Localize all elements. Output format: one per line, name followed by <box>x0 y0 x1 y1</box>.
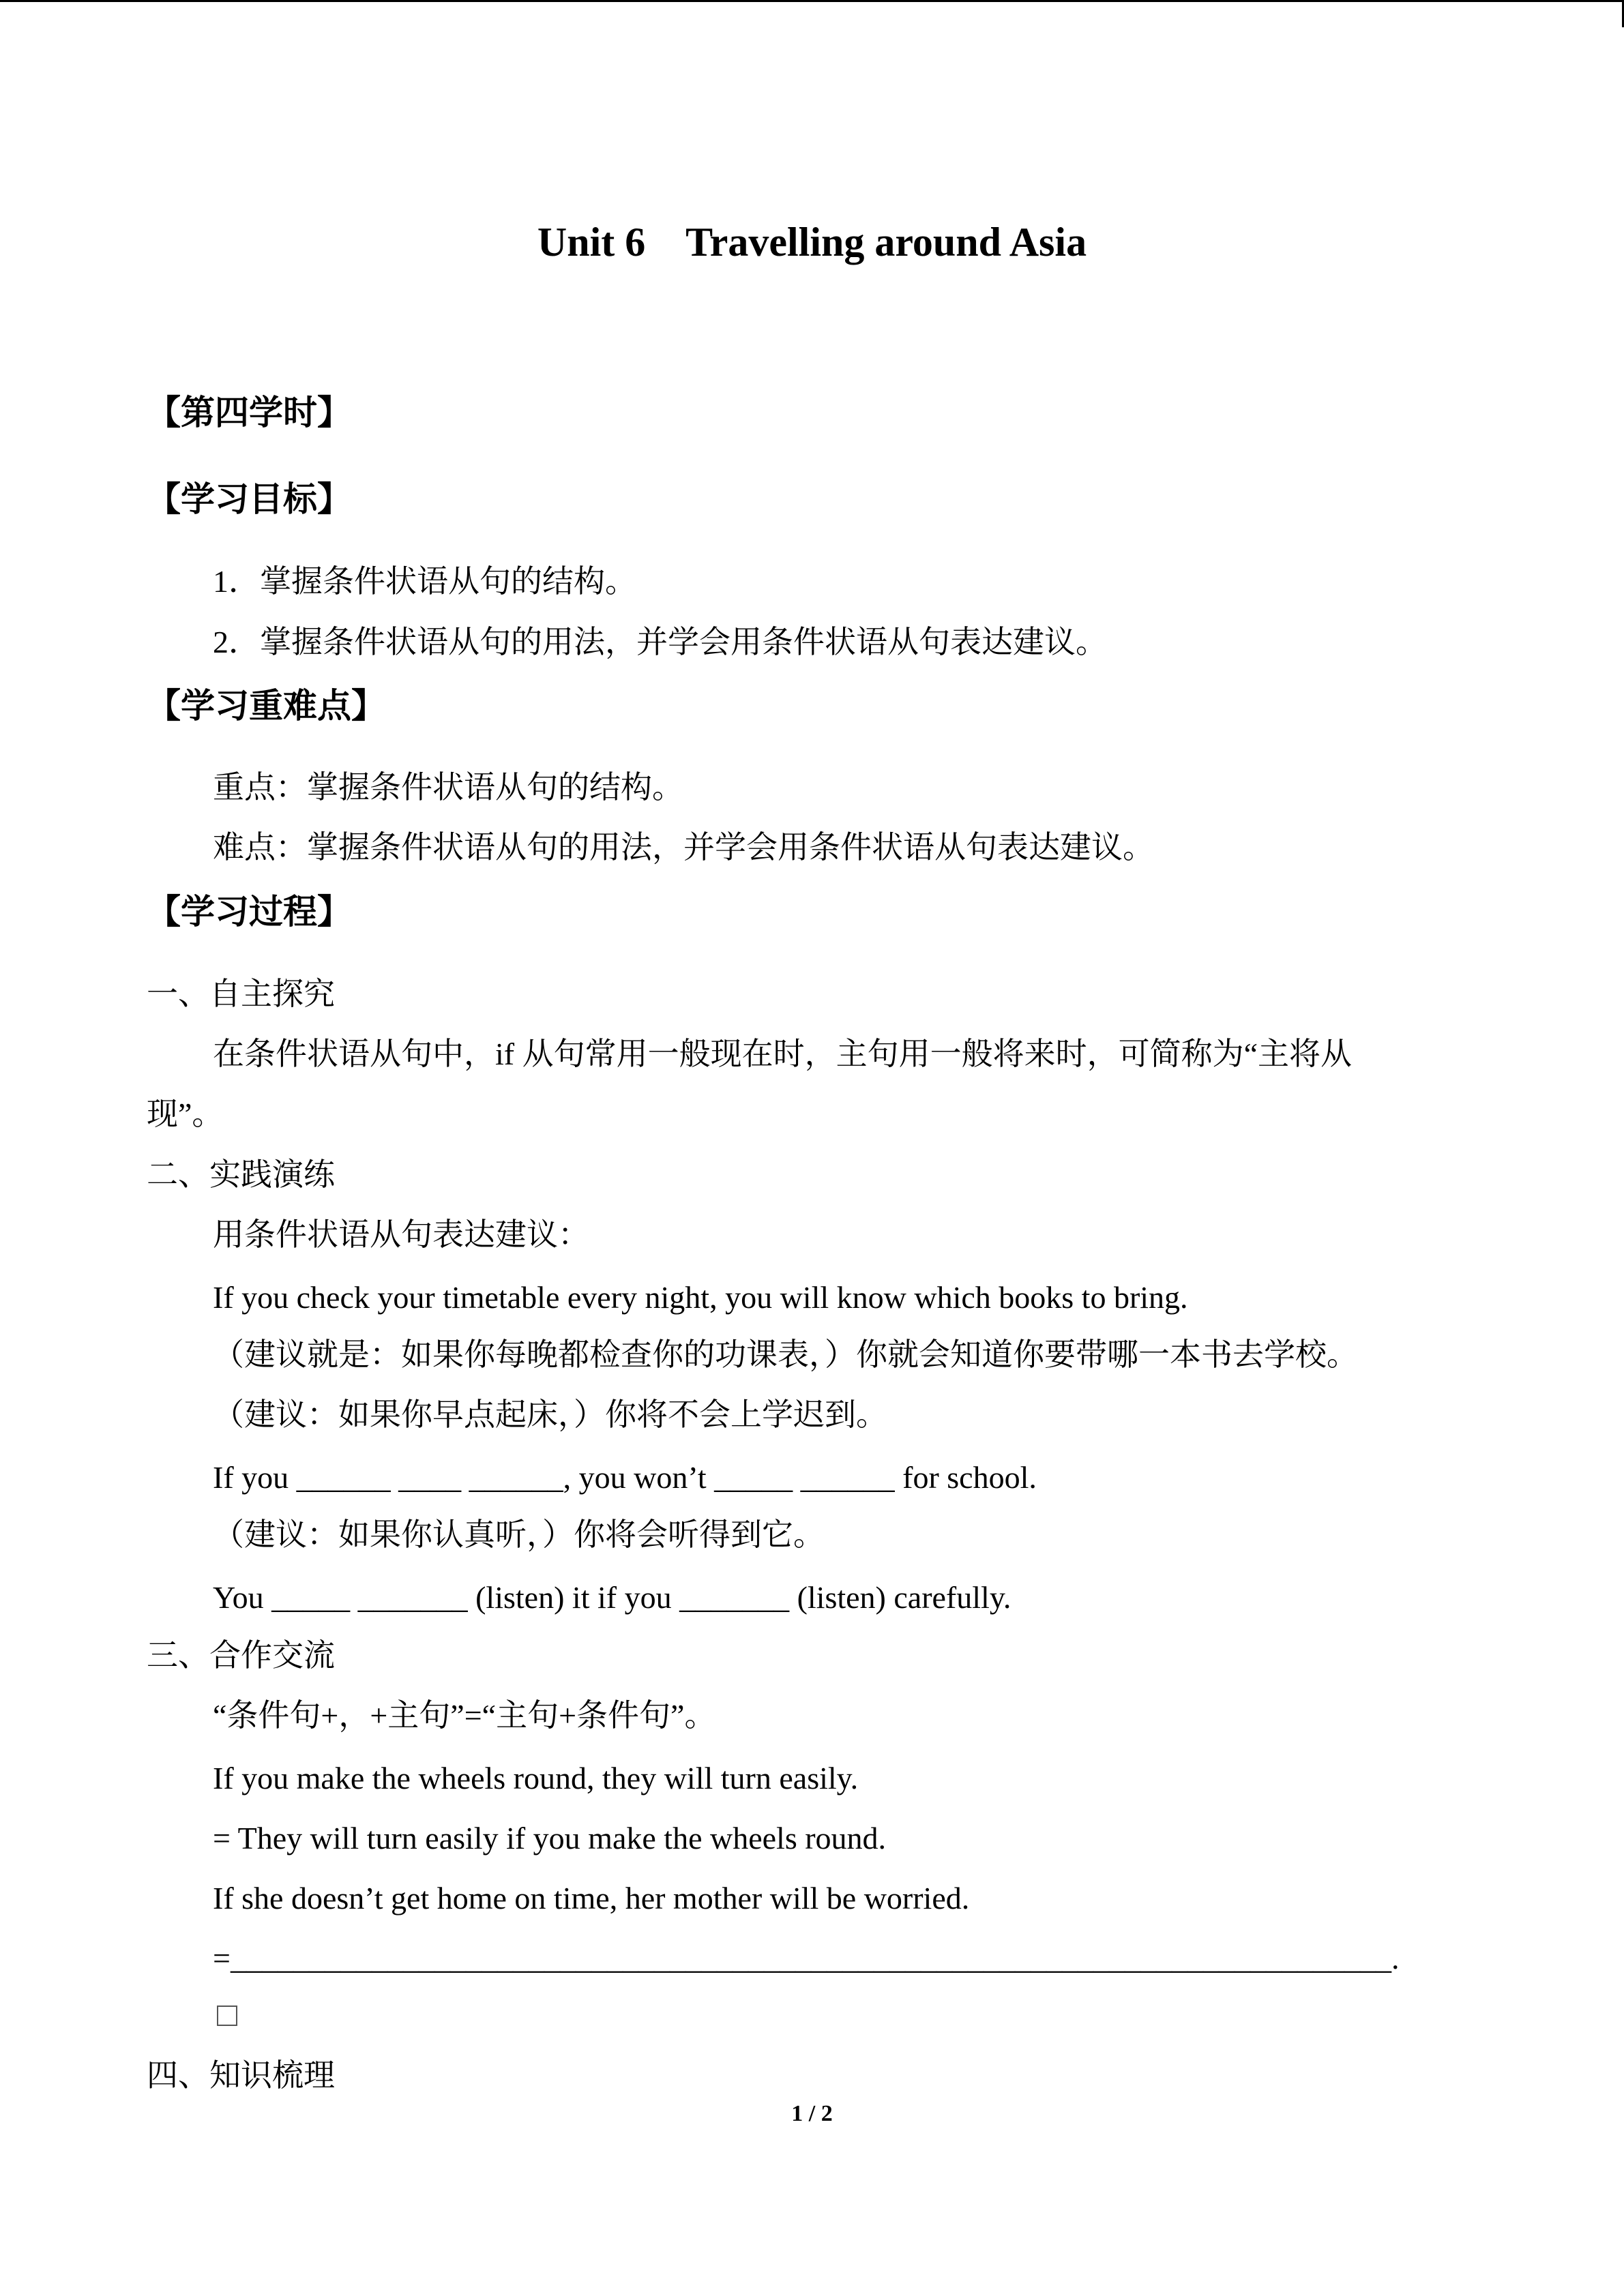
section3-example1: If you make the wheels round, they will turn easily. <box>213 1761 859 1795</box>
objective-1: 1．掌握条件状语从句的结构。 <box>213 564 636 599</box>
section2-item2-en: You _____ _______ (listen) it if you _______ (listen) carefully. <box>213 1580 1012 1615</box>
placeholder-box <box>217 2006 237 2026</box>
section3-rule: “条件句+，+主句”=“主句+条件句”。 <box>213 1698 716 1733</box>
section2-example-cn: （建议就是：如果你每晚都检查你的功课表，）你就会知道你要带哪一本书去学校。 <box>213 1337 1358 1372</box>
heading-key-points: 【学习重难点】 <box>147 686 385 726</box>
section1-text: 在条件状语从句中，if 从句常用一般现在时，主句用一般将来时，可简称为“主将从 <box>213 1037 1353 1071</box>
section4-title: 四、知识梳理 <box>147 2058 335 2093</box>
objective-2: 2．掌握条件状语从句的用法，并学会用条件状语从句表达建议。 <box>213 625 1107 659</box>
heading-objectives: 【学习目标】 <box>147 479 351 519</box>
key-point-difficulty: 难点：掌握条件状语从句的用法，并学会用条件状语从句表达建议。 <box>213 830 1154 865</box>
key-point-focus: 重点：掌握条件状语从句的结构。 <box>213 770 683 805</box>
section1-title: 一、自主探究 <box>147 976 335 1011</box>
section3-example1-rewrite: = They will turn easily if you make the wheels round. <box>213 1821 887 1855</box>
section2-example-en: If you check your timetable every night, you will know which books to bring. <box>213 1280 1188 1315</box>
section2-item1-cn: （建议：如果你早点起床，）你将不会上学迟到。 <box>213 1397 887 1432</box>
section2-item2-cn: （建议：如果你认真听，）你将会听得到它。 <box>213 1517 825 1552</box>
page-top-border <box>0 0 1624 2</box>
heading-process: 【学习过程】 <box>147 892 351 931</box>
page-number: 1 / 2 <box>791 2101 833 2126</box>
section3-title: 三、合作交流 <box>147 1638 335 1673</box>
section3-example2-blank: =__________________________________________________________________________. <box>213 1941 1400 1976</box>
section1-text-cont: 现”。 <box>147 1097 224 1131</box>
heading-period: 【第四学时】 <box>147 393 351 432</box>
section2-intro: 用条件状语从句表达建议： <box>213 1217 589 1252</box>
section3-example2: If she doesn’t get home on time, her mother will be worried. <box>213 1881 970 1915</box>
section2-item1-en: If you ______ ____ ______, you won’t _____ ______ for school. <box>213 1460 1037 1495</box>
section2-title: 二、实践演练 <box>147 1157 335 1192</box>
page-title: Unit 6 Travelling around Asia <box>537 220 1087 265</box>
